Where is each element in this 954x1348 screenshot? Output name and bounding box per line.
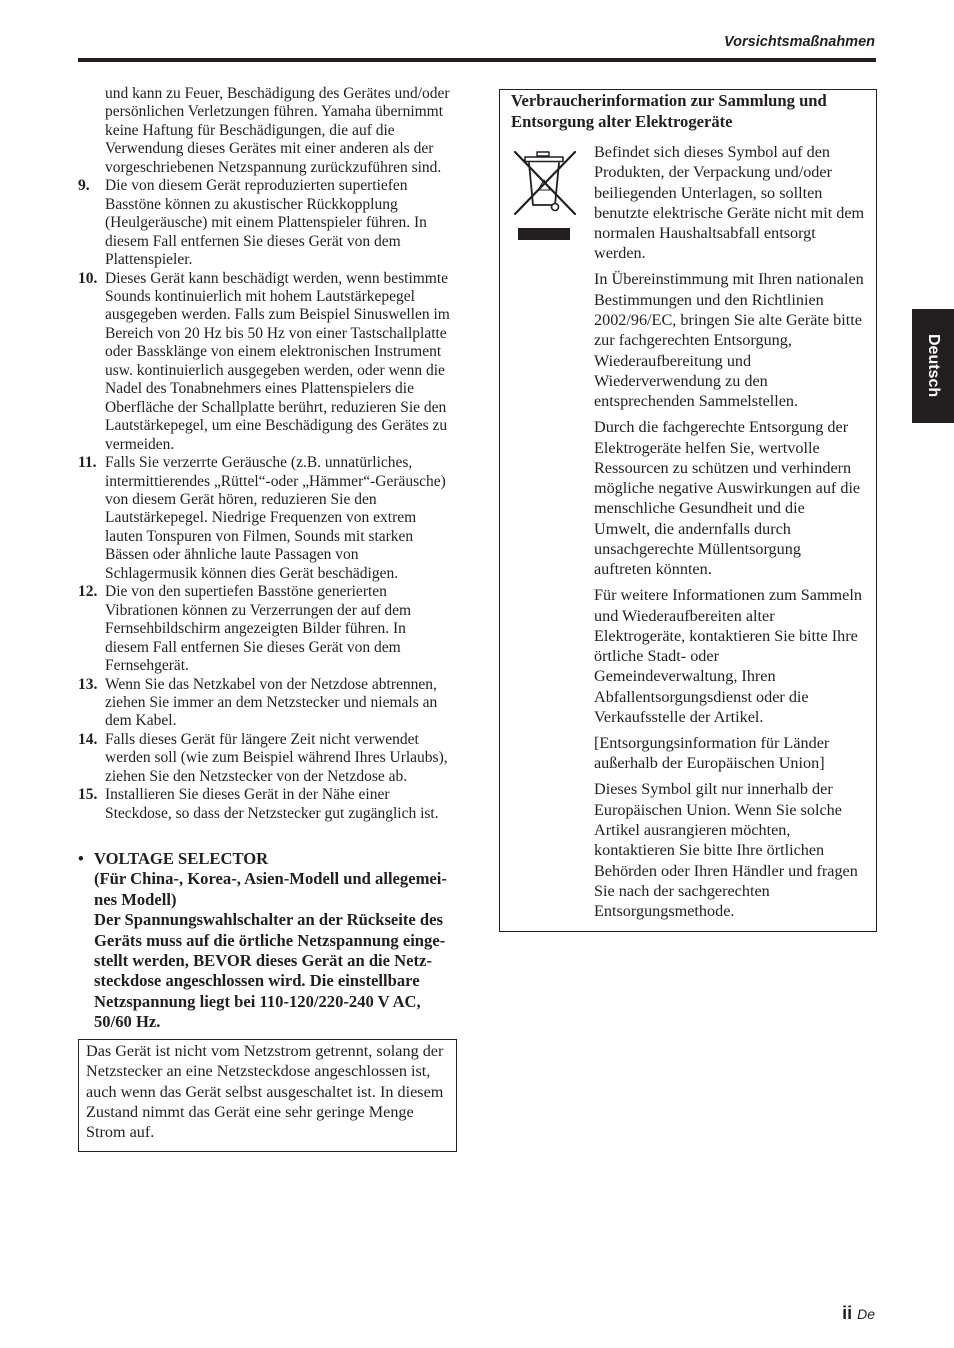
paragraph-line: Verkaufsstelle der Artikel. (594, 708, 764, 727)
power-disconnect-notice-box (78, 1039, 457, 1152)
notice-line: Netzstecker an eine Netzsteckdose angeschlossen ist, (86, 1062, 431, 1081)
header-rule (78, 58, 876, 62)
item-line: Falls dieses Gerät für längere Zeit nicht verwendet (105, 730, 419, 748)
notice-line: Strom auf. (86, 1123, 155, 1142)
paragraph-line: Sie nach der sachgerechten (594, 881, 770, 900)
paragraph-line: menschliche Gesundheit und die (594, 499, 805, 518)
item-line: ziehen Sie den Netzstecker von der Netzdose ab. (105, 767, 408, 785)
item-text (105, 676, 437, 731)
paragraph-line: Europäischen Union. Wenn Sie solche (594, 800, 842, 819)
voltage-line: steckdose angeschlossen wird. Die einstellbare (94, 971, 420, 991)
paragraph-line: Produkten, der Verpackung und/oder (594, 163, 832, 182)
title-line: Entsorgung alter Elektrogeräte (511, 111, 733, 131)
item-line: Vibrationen können zu Verzerrungen der auf dem (105, 601, 412, 619)
item-text (105, 270, 450, 455)
item-text (105, 583, 411, 675)
paragraph-line: Umwelt, die andernfalls durch (594, 519, 791, 538)
paragraph-line: Wiederverwendung zu den (594, 371, 768, 390)
list-item-12 (78, 583, 458, 675)
weee-paragraph (594, 142, 874, 264)
voltage-selector-note (78, 849, 458, 1033)
item-line: werden soll (wie zum Beispiel während Ihres Urlaubs), (105, 749, 448, 767)
left-column (78, 85, 458, 823)
list-item-13 (78, 676, 458, 731)
item-number: 11. (78, 454, 97, 472)
list-item-9 (78, 177, 458, 269)
item-line: Falls Sie verzerrte Geräusche (z.B. unnatürliches, (105, 454, 413, 472)
item-line: Oberfläche der Schallplatte berührt, reduzieren Sie den (105, 398, 447, 416)
item-line: ziehen Sie immer an dem Netzstecker und niemals an (105, 693, 438, 711)
paragraph-line: beiliegenden Unterlagen, so sollten (594, 183, 823, 202)
item-line: diesem Fall entfernen Sie dieses Gerät von dem (105, 638, 401, 656)
running-head: Vorsichtsmaßnahmen (724, 34, 875, 50)
intro-line: keine Haftung für Beschädigungen, die auf die (105, 121, 395, 139)
item-line: Die von den supertiefen Basstöne generierten (105, 583, 387, 601)
paragraph-line: Befindet sich dieses Symbol auf den (594, 143, 831, 161)
language-tab-label: Deutsch (925, 334, 942, 398)
voltage-line: Der Spannungswahlschalter an der Rückseite des (94, 910, 443, 930)
page-number: ii (842, 1303, 853, 1323)
item-line: ausgegeben werden. Falls zum Beispiel Sinuswellen im (105, 306, 450, 324)
item-number: 12. (78, 583, 98, 601)
paragraph-line: 2002/96/EC, bringen Sie alte Geräte bitte (594, 311, 862, 330)
item-number: 15. (78, 786, 98, 804)
item-line: vermeiden. (105, 435, 175, 453)
notice-line: Zustand nimmt das Gerät eine sehr geringe Menge (86, 1102, 414, 1121)
item-line: Bässen oder ähnliche laute Passagen von (105, 546, 359, 564)
paragraph-line: Elektrogeräte helfen Sie, wertvolle (594, 438, 820, 457)
item-line: Fernsehgerät. (105, 657, 189, 675)
intro-paragraph (78, 85, 458, 177)
intro-line: und kann zu Feuer, Beschädigung des Gerätes und/oder (105, 85, 450, 102)
paragraph-line: auftreten könnten. (594, 560, 712, 579)
paragraph-line: Durch die fachgerechte Entsorgung der (594, 418, 849, 437)
item-line: Installieren Sie dieses Gerät in der Nähe einer (105, 786, 390, 804)
voltage-line: VOLTAGE SELECTOR (94, 849, 269, 868)
notice-line: auch wenn das Gerät selbst ausgeschaltet ist. In diesem (86, 1082, 444, 1101)
list-item-14 (78, 731, 458, 786)
item-line: oder Bassklänge von einem elektronischen Instrument (105, 343, 442, 361)
item-line: dem Kabel. (105, 712, 177, 730)
paragraph-line: mögliche negative Auswirkungen auf die (594, 479, 861, 498)
item-line: Plattenspieler. (105, 251, 193, 269)
paragraph-line: und Wiederaufbereiten alter (594, 606, 775, 625)
intro-line: Verwendung dieses Gerätes mit einer anderen als der (105, 140, 434, 158)
paragraph-line: entsprechenden Sammelstellen. (594, 392, 799, 411)
item-line: Steckdose, so dass der Netzstecker gut zugänglich ist. (105, 804, 439, 822)
paragraph-line: kontaktieren Sie bitte Ihre örtlichen (594, 841, 825, 860)
item-text (105, 786, 439, 823)
item-line: Lautstärkepegel, um eine Beschädigung des Gerätes zu (105, 417, 448, 435)
voltage-line: Geräts muss auf die örtliche Netzspannung einge- (94, 930, 446, 950)
voltage-selector-text (94, 849, 447, 1033)
bin-handle (537, 152, 549, 156)
paragraph-line: Elektrogeräte, kontaktieren Sie bitte Ihre (594, 626, 858, 645)
item-line: diesem Fall entfernen Sie dieses Gerät von dem (105, 232, 401, 250)
weee-paragraph (594, 779, 874, 921)
language-tab (912, 309, 954, 423)
weee-disposal-info-box (499, 89, 877, 932)
paragraph-line: Wiederaufbereitung und (594, 351, 752, 370)
paragraph-line: Dieses Symbol gilt nur innerhalb der (594, 780, 833, 799)
item-number: 9. (78, 177, 90, 195)
item-line: Sounds kontinuierlich mit hohem Lautstärkepegel (105, 287, 415, 305)
paragraph-line: zur fachgerechten Entsorgung, (594, 331, 792, 350)
list-item-15 (78, 786, 458, 823)
item-line: Bereich von 20 Hz bis 50 Hz von einer Tastschallplatte (105, 324, 447, 342)
paragraph-line: Entsorgungsmethode. (594, 902, 735, 921)
crossed-out-wheeled-bin-icon (512, 148, 576, 216)
list-item-11 (78, 454, 458, 583)
black-bar-mark (518, 228, 570, 240)
bin-lid (525, 157, 563, 162)
weee-paragraph (594, 585, 874, 727)
bullet: • (78, 849, 84, 868)
item-line: lauten Tonspuren von Filmen, Sounds mit starken (105, 527, 414, 545)
item-text (105, 454, 446, 583)
item-line: intermittierendes „Rüttel“-oder „Hämmer“-Geräusche) (105, 472, 446, 490)
paragraph-line: Für weitere Informationen zum Sammeln (594, 586, 862, 605)
paragraph-line: Ressourcen zu schützen und verhindern (594, 458, 852, 477)
voltage-line: stellt werden, BEVOR dieses Gerät an die Netz- (94, 951, 432, 971)
paragraph-line: benutzte elektrische Geräte nicht mit dem (594, 203, 865, 222)
item-line: Die von diesem Gerät reproduzierten supertiefen (105, 177, 408, 195)
weee-paragraph (594, 417, 874, 579)
paragraph-line: In Übereinstimmung mit Ihren nationalen (594, 270, 864, 289)
list-item-10 (78, 270, 458, 455)
paragraph-line: Abfallentsorgungsdienst oder die (594, 687, 809, 706)
title-line: Verbraucherinformation zur Sammlung und (511, 91, 827, 110)
voltage-line: 50/60 Hz. (94, 1012, 161, 1032)
page-footer (842, 1302, 875, 1325)
item-number: 14. (78, 730, 98, 748)
bin-wheel (552, 204, 559, 211)
item-text (105, 731, 448, 786)
item-line: Schlagermusik können dies Gerät beschädigen. (105, 564, 399, 582)
item-line: Nadel des Tonabnehmers eines Plattenspielers die (105, 380, 414, 398)
item-line: usw. kontinuierlich ausgegeben werden, oder wenn die (105, 361, 445, 379)
item-line: Dieses Gerät kann beschädigt werden, wenn bestimmte (105, 269, 449, 287)
intro-line: vorgeschriebenen Netzspannung zurückzuführen sind. (105, 158, 442, 176)
item-text (105, 177, 427, 269)
voltage-line: (Für China-, Korea-, Asien-Modell und allegemei- (94, 869, 447, 889)
item-line: Basstöne können zu akustischer Rückkopplung (105, 195, 398, 213)
weee-paragraph (594, 733, 874, 774)
item-number: 10. (78, 269, 98, 287)
weee-box-title (511, 91, 827, 133)
item-line: Lautstärkepegel. Niedrige Frequenzen von extrem (105, 509, 417, 527)
intro-line: persönlichen Verletzungen führen. Yamaha übernimmt (105, 103, 444, 121)
item-line: von diesem Gerät hören, reduzieren Sie den (105, 490, 377, 508)
paragraph-line: örtliche Stadt- oder (594, 647, 719, 666)
paragraph-line: unsachgerechte Müllentsorgung (594, 540, 801, 559)
item-line: (Heulgeräusche) mit einem Plattenspieler führen. In (105, 214, 427, 232)
paragraph-line: Gemeindeverwaltung, Ihren (594, 667, 776, 686)
item-line: Wenn Sie das Netzkabel von der Netzdose abtrennen, (105, 675, 437, 693)
paragraph-line: normalen Haushaltsabfall entsorgt (594, 224, 816, 243)
voltage-line: Netzspannung liegt bei 110-120/220-240 V AC, (94, 991, 421, 1011)
item-number: 13. (78, 675, 98, 693)
paragraph-line: Behörden oder Ihren Händler und fragen (594, 861, 858, 880)
paragraph-line: [Entsorgungsinformation für Länder (594, 734, 830, 753)
voltage-line: nes Modell) (94, 889, 177, 909)
item-line: Fernsehbildschirm angezeigten Bilder führen. In (105, 620, 406, 638)
paragraph-line: werden. (594, 244, 646, 263)
paragraph-line: Artikel ausrangieren möchten, (594, 820, 791, 839)
language-code: De (857, 1306, 875, 1322)
weee-box-body (594, 142, 874, 921)
notice-line: Das Gerät ist nicht vom Netzstrom getrennt, solang der (86, 1042, 444, 1060)
paragraph-line: Bestimmungen und den Richtlinien (594, 290, 824, 309)
weee-paragraph (594, 269, 874, 411)
paragraph-line: außerhalb der Europäischen Union] (594, 754, 825, 773)
